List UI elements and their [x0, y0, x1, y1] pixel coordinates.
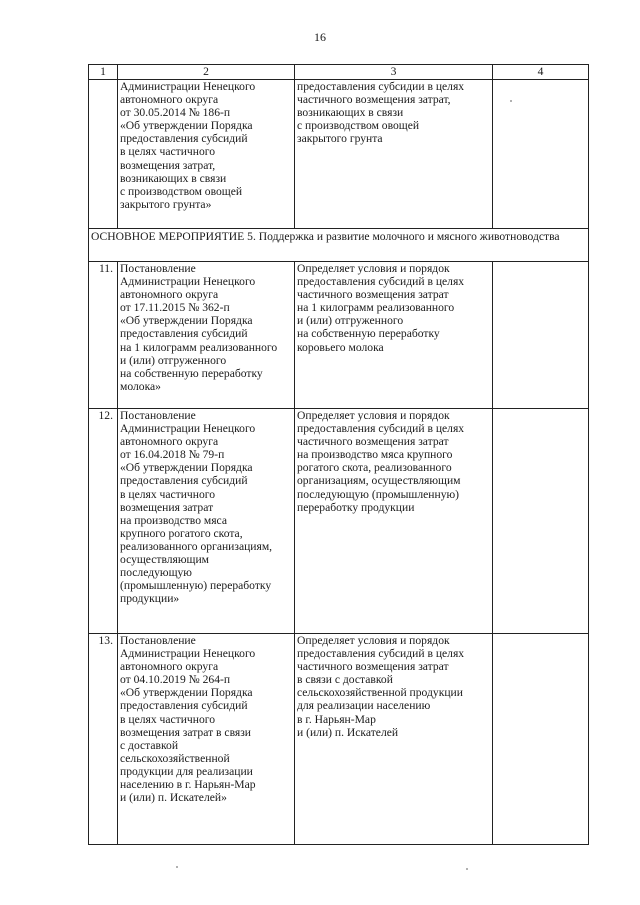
scan-speck: [176, 866, 178, 868]
scan-speck: [466, 868, 468, 870]
note-cell: [493, 262, 589, 409]
row-number-cell: 13.: [89, 634, 118, 845]
section-title: ОСНОВНОЕ МЕРОПРИЯТИЕ 5. Поддержка и развитие молочного и мясного животноводства: [89, 229, 589, 262]
document-cell: Постановление Администрации Ненецкого автономного округа от 04.10.2019 № 264-п «Об утверждении Порядка предоставления субсидий в целях частичного возмещения затрат в связи с доставкой сельскохозяйственной продукции для реализации населению в г. Нарьян-Мар и (или) п. Искателей»: [118, 634, 295, 845]
column-header-3: 3: [295, 65, 493, 80]
description-cell: Определяет условия и порядок предоставления субсидий в целях частичного возмещения затрат в связи с доставкой сельскохозяйственной продукции для реализации населению в г. Нарьян-Мар и (или) п. Искателей: [295, 634, 493, 845]
document-cell: Администрации Ненецкого автономного округа от 30.05.2014 № 186-п «Об утверждении Порядка предоставления субсидий в целях частичного возмещения затрат, возникающих в связи с производством овощей закрытого грунта»: [118, 80, 295, 229]
row-number-cell: 11.: [89, 262, 118, 409]
table-row-continued: [89, 80, 589, 229]
column-header-2: 2: [118, 65, 295, 80]
table-header-row: [89, 65, 589, 80]
table-row: [89, 409, 589, 634]
section-row: [89, 229, 589, 262]
table-row: [89, 634, 589, 845]
regulations-table: [88, 64, 589, 845]
description-cell: Определяет условия и порядок предоставления субсидий в целях частичного возмещения затрат на производство мяса крупного рогатого скота, реализованного организациям, осуществляющим последующую (промышленную) переработку продукции: [295, 409, 493, 634]
row-number-cell: [89, 80, 118, 229]
document-cell: Постановление Администрации Ненецкого автономного округа от 16.04.2018 № 79-п «Об утверждении Порядка предоставления субсидий в целях частичного возмещения затрат на производство мяса крупного рогатого скота, реализованного организациям, осуществляющим последующую (промышленную) переработку продукции»: [118, 409, 295, 634]
note-cell: [493, 80, 589, 229]
document-cell: Постановление Администрации Ненецкого автономного округа от 17.11.2015 № 362-п «Об утверждении Порядка предоставления субсидий на 1 килограмм реализованного и (или) отгруженного на собственную переработку молока»: [118, 262, 295, 409]
table-row: [89, 262, 589, 409]
note-cell: [493, 409, 589, 634]
page-number: 16: [314, 30, 326, 44]
column-header-4: 4: [493, 65, 589, 80]
description-cell: Определяет условия и порядок предоставления субсидий в целях частичного возмещения затрат на 1 килограмм реализованного и (или) отгруженного на собственную переработку коровьего молока: [295, 262, 493, 409]
column-header-1: 1: [89, 65, 118, 80]
note-cell: [493, 634, 589, 845]
scan-speck: [510, 100, 512, 102]
description-cell: предоставления субсидии в целях частичного возмещения затрат, возникающих в связи с производством овощей закрытого грунта: [295, 80, 493, 229]
row-number-cell: 12.: [89, 409, 118, 634]
